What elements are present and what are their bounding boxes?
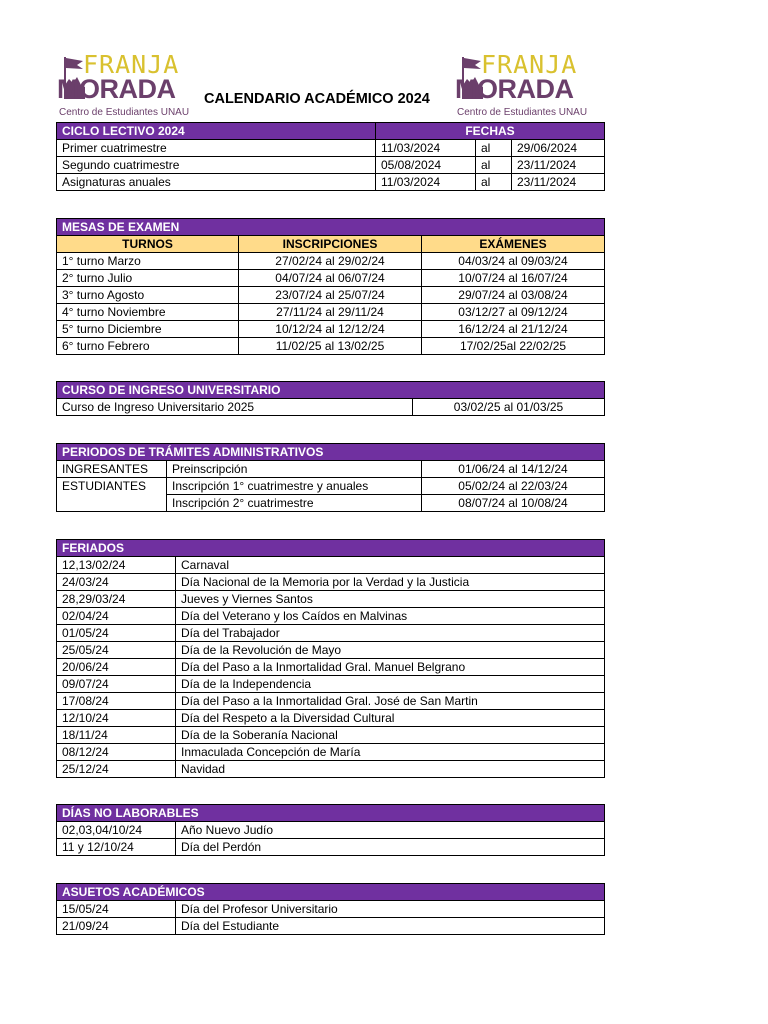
row-date: 17/08/24 — [57, 693, 176, 710]
table-row — [57, 761, 605, 778]
logo-line-1: FRANJA — [481, 50, 578, 79]
table-row — [57, 557, 605, 574]
row-desc: Día del Trabajador — [176, 625, 605, 642]
row-exam: 10/07/24 al 16/07/24 — [422, 270, 605, 287]
table-row — [57, 574, 605, 591]
row-exam: 17/02/25al 22/02/25 — [422, 338, 605, 355]
row-date: 08/12/24 — [57, 744, 176, 761]
no-laborables-header: DÍAS NO LABORABLES — [57, 805, 605, 822]
row-from: 11/03/2024 — [376, 140, 476, 157]
table-row — [57, 304, 605, 321]
row-date: 15/05/24 — [57, 901, 176, 918]
row-date: 02/04/24 — [57, 608, 176, 625]
curso-ingreso-table — [56, 381, 605, 416]
row-insc: 23/07/24 al 25/07/24 — [239, 287, 422, 304]
row-date: 20/06/24 — [57, 659, 176, 676]
row-date: 25/05/24 — [57, 642, 176, 659]
row-desc: Navidad — [176, 761, 605, 778]
table-header — [57, 805, 605, 822]
row-group — [57, 495, 167, 512]
table-row — [57, 140, 605, 157]
row-sep: al — [476, 157, 512, 174]
row-exam: 04/03/24 al 09/03/24 — [422, 253, 605, 270]
row-item: Preinscripción — [167, 461, 422, 478]
logo-line-1: FRANJA — [83, 50, 180, 79]
table-row — [57, 625, 605, 642]
table-row — [57, 270, 605, 287]
table-header — [57, 540, 605, 557]
row-item: Inscripción 1° cuatrimestre y anuales — [167, 478, 422, 495]
table-row — [57, 918, 605, 935]
logo-line-3: Centro de Estudiantes UNAU — [457, 107, 588, 118]
table-row — [57, 901, 605, 918]
row-dates: 08/07/24 al 10/08/24 — [422, 495, 605, 512]
table-row — [57, 461, 605, 478]
row-insc: 27/02/24 al 29/02/24 — [239, 253, 422, 270]
row-name: Segundo cuatrimestre — [57, 157, 376, 174]
logo-line-2: MORADA — [57, 74, 176, 104]
table-row — [57, 495, 605, 512]
fechas-header: FECHAS — [376, 123, 605, 140]
row-desc: Día de la Soberanía Nacional — [176, 727, 605, 744]
row-insc: 04/07/24 al 06/07/24 — [239, 270, 422, 287]
row-name: Primer cuatrimestre — [57, 140, 376, 157]
logo-line-3: Centro de Estudiantes UNAU — [59, 107, 190, 118]
row-exam: 03/12/27 al 09/12/24 — [422, 304, 605, 321]
table-row — [57, 287, 605, 304]
col-examenes: EXÁMENES — [422, 236, 605, 253]
table-row — [57, 693, 605, 710]
row-dates: 05/02/24 al 22/03/24 — [422, 478, 605, 495]
table-row — [57, 608, 605, 625]
row-date: 28,29/03/24 — [57, 591, 176, 608]
table-row — [57, 710, 605, 727]
row-desc: Inmaculada Concepción de María — [176, 744, 605, 761]
col-turnos: TURNOS — [57, 236, 239, 253]
row-desc: Día del Paso a la Inmortalidad Gral. Manuel Belgrano — [176, 659, 605, 676]
franja-morada-logo — [57, 52, 203, 122]
row-date: 12,13/02/24 — [57, 557, 176, 574]
row-desc: Día del Respeto a la Diversidad Cultural — [176, 710, 605, 727]
row-group: INGRESANTES — [57, 461, 167, 478]
row-desc: Carnaval — [176, 557, 605, 574]
table-header — [57, 219, 605, 236]
column-headers — [57, 236, 605, 253]
row-date: 09/07/24 — [57, 676, 176, 693]
table-row — [57, 676, 605, 693]
row-date: 21/09/24 — [57, 918, 176, 935]
row-date: 25/12/24 — [57, 761, 176, 778]
row-turno: 3° turno Agosto — [57, 287, 239, 304]
col-inscripciones: INSCRIPCIONES — [239, 236, 422, 253]
row-insc: 10/12/24 al 12/12/24 — [239, 321, 422, 338]
row-turno: 4° turno Noviembre — [57, 304, 239, 321]
feriados-table — [56, 539, 605, 778]
row-desc: Día del Paso a la Inmortalidad Gral. José de San Martin — [176, 693, 605, 710]
row-desc: Jueves y Viernes Santos — [176, 591, 605, 608]
asuetos-header: ASUETOS ACADÉMICOS — [57, 884, 605, 901]
row-turno: 2° turno Julio — [57, 270, 239, 287]
row-group: ESTUDIANTES — [57, 478, 167, 495]
table-row — [57, 822, 605, 839]
table-row — [57, 642, 605, 659]
row-desc: Día del Veterano y los Caídos en Malvinas — [176, 608, 605, 625]
row-item: Inscripción 2° cuatrimestre — [167, 495, 422, 512]
row-desc: Día del Estudiante — [176, 918, 605, 935]
table-row — [57, 338, 605, 355]
table-header — [57, 123, 605, 140]
row-insc: 27/11/24 al 29/11/24 — [239, 304, 422, 321]
row-date: 24/03/24 — [57, 574, 176, 591]
row-exam: 29/07/24 al 03/08/24 — [422, 287, 605, 304]
row-date: 18/11/24 — [57, 727, 176, 744]
logo-line-2: MORADA — [455, 74, 574, 104]
franja-morada-logo-right — [455, 52, 601, 122]
curso-name: Curso de Ingreso Universitario 2025 — [57, 399, 413, 416]
curso-dates: 03/02/25 al 01/03/25 — [413, 399, 605, 416]
row-date: 12/10/24 — [57, 710, 176, 727]
row-desc: Día del Profesor Universitario — [176, 901, 605, 918]
row-date: 01/05/24 — [57, 625, 176, 642]
row-desc: Año Nuevo Judío — [176, 822, 605, 839]
tramites-table — [56, 443, 605, 512]
row-date: 02,03,04/10/24 — [57, 822, 176, 839]
row-desc: Día Nacional de la Memoria por la Verdad y la Justicia — [176, 574, 605, 591]
row-to: 23/11/2024 — [512, 157, 605, 174]
row-desc: Día de la Revolución de Mayo — [176, 642, 605, 659]
mesas-header: MESAS DE EXAMEN — [57, 219, 605, 236]
row-exam: 16/12/24 al 21/12/24 — [422, 321, 605, 338]
table-row — [57, 399, 605, 416]
table-row — [57, 321, 605, 338]
table-row — [57, 478, 605, 495]
table-row — [57, 744, 605, 761]
row-from: 05/08/2024 — [376, 157, 476, 174]
row-date: 11 y 12/10/24 — [57, 839, 176, 856]
table-row — [57, 157, 605, 174]
table-row — [57, 174, 605, 191]
ciclo-header: CICLO LECTIVO 2024 — [57, 123, 376, 140]
table-row — [57, 253, 605, 270]
curso-header: CURSO DE INGRESO UNIVERSITARIO — [57, 382, 605, 399]
tramites-header: PERIODOS DE TRÁMITES ADMINISTRATIVOS — [57, 444, 605, 461]
row-desc: Día de la Independencia — [176, 676, 605, 693]
row-turno: 5° turno Diciembre — [57, 321, 239, 338]
row-sep: al — [476, 174, 512, 191]
row-dates: 01/06/24 al 14/12/24 — [422, 461, 605, 478]
asuetos-table — [56, 883, 605, 935]
ciclo-lectivo-table — [56, 122, 605, 191]
table-header — [57, 444, 605, 461]
row-turno: 1° turno Marzo — [57, 253, 239, 270]
table-row — [57, 727, 605, 744]
feriados-header: FERIADOS — [57, 540, 605, 557]
row-from: 11/03/2024 — [376, 174, 476, 191]
row-name: Asignaturas anuales — [57, 174, 376, 191]
table-row — [57, 659, 605, 676]
table-header — [57, 382, 605, 399]
table-row — [57, 839, 605, 856]
table-header — [57, 884, 605, 901]
row-to: 23/11/2024 — [512, 174, 605, 191]
row-to: 29/06/2024 — [512, 140, 605, 157]
row-turno: 6° turno Febrero — [57, 338, 239, 355]
no-laborables-table — [56, 804, 605, 856]
row-desc: Día del Perdón — [176, 839, 605, 856]
page-title: CALENDARIO ACADÉMICO 2024 — [204, 91, 430, 107]
row-sep: al — [476, 140, 512, 157]
row-insc: 11/02/25 al 13/02/25 — [239, 338, 422, 355]
table-row — [57, 591, 605, 608]
mesas-examen-table — [56, 218, 605, 355]
